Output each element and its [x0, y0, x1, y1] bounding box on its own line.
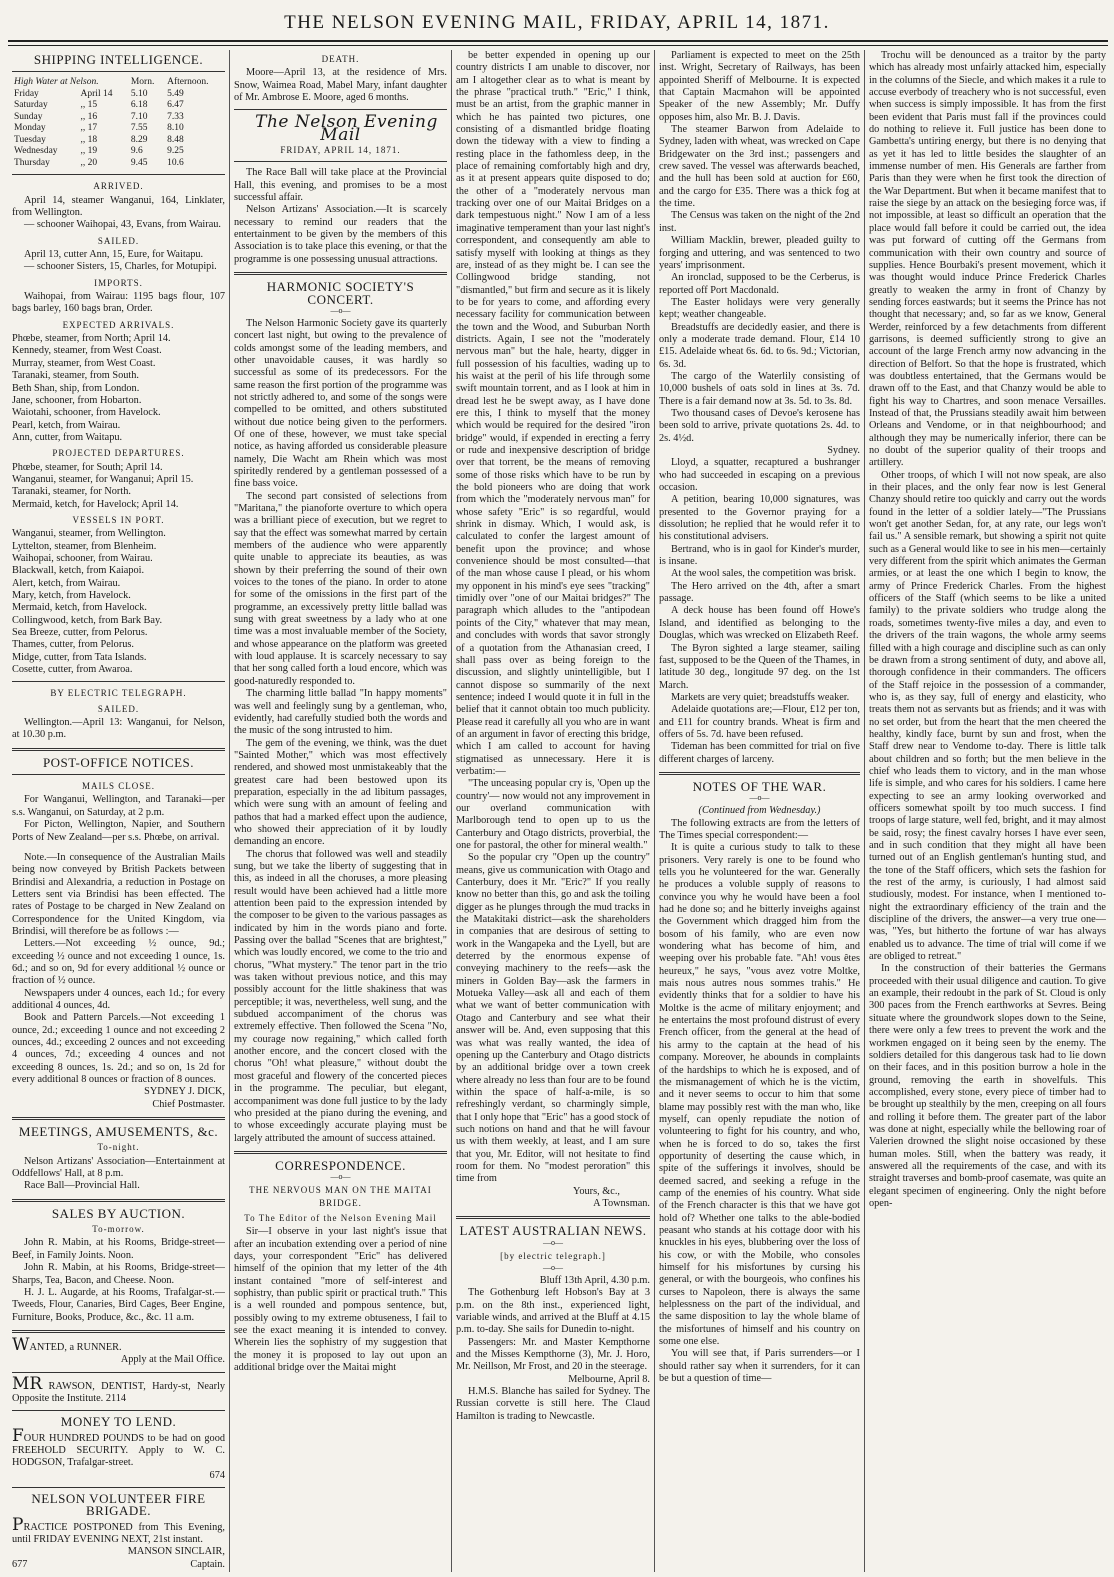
news-paragraph: William Macklin, brewer, pleaded guilty to forging and uttering, and was sentenced to two years' imprisonment. [659, 235, 860, 271]
news-paragraph: Markets are very quiet; breadstuffs weaker. [671, 691, 850, 703]
tomorrow-label: To-morrow. [92, 1224, 145, 1235]
news-paragraph: The Census was taken on the night of the 2nd inst. [659, 210, 860, 234]
rule [12, 681, 225, 682]
tide-rows [12, 89, 225, 170]
war-subheading: (Continued from Wednesday.) [698, 805, 821, 817]
ad-dentist-initial: MR [12, 1373, 43, 1394]
expected-arrival: Waiotahi, schooner, from Havelock. [12, 407, 161, 419]
letter-paragraph: "The unceasing popular cry is, 'Open up the country'— now would not any improvement in our overland communication with Marlborough tend to open up to us the Canterbury and Otago districts, proverbial, the one for pastoral, the other for mineral wealth." [456, 778, 650, 851]
tide-cell: 9.45 [130, 157, 148, 168]
postmaster-name: SYDNEY J. DICK, [144, 1086, 225, 1098]
concert-paragraph: The second part consisted of selections from "Maritana," the pianoforte overture to which opera was a brilliant piece of execution, but we regret to say that the effect was somewhat marred by certain members of the audience who were apparently quite unable to appreciate its beauties, as was shown by their preferring the sound of their own voices to the tones of the piano. In order to atone for some of the omissions in the first part of the programme, an excessively pretty little ballad was sung with great sweetness by a lady who at one time was a most invaluable member of the Society, and whose appearance on the platform was greeted with loud applause. It is scarcely necessary to say that her song called forth a loud encore, which was good-naturedly responded to. [234, 490, 447, 687]
death-heading: DEATH. [321, 54, 360, 64]
concert-paragraph: The Nelson Harmonic Society gave its quarterly concert last night, but owing to the prevalence of colds amongst some of the leading members, and other unavoidable causes, it was hardly so successful as some of its predecessors. For the same reason the first portion of the programme was not strictly adhered to, and some of the songs were compelled to be omitted, and others substituted without due notice being given to the performers. Of one of these, however, we must take special notice, as having afforded us considerable pleasure namely, Die Wacht am Rhein which was most spiritedly rendered by a gentleman possessed of a fine bass voice. [234, 317, 447, 490]
projected-departure: Phœbe, steamer, for South; April 14. [12, 461, 163, 473]
vessel-in-port: Sea Breeze, cutter, from Pelorus. [12, 627, 148, 639]
ad-runner-initial: W [12, 1334, 30, 1355]
expected-arrival: Phœbe, steamer, from North; April 14. [12, 333, 171, 345]
expected-arrival: Murray, steamer, from West Coast. [12, 357, 156, 369]
vessel-in-port: Lyttelton, steamer, from Blenheim. [12, 540, 157, 552]
tide-row [12, 100, 225, 112]
rule [12, 71, 225, 72]
rule [234, 109, 447, 110]
column-2 [234, 50, 447, 1572]
ad-money-number: 674 [209, 1469, 225, 1481]
news-paragraph: Parliament is expected to meet on the 25th inst. Wright, Secretary of Railways, has been appointed Sheriff of Melbourne. It is expected that Captain Macmahon will be appointed Speaker of the new Assembly; Mr. Duffy opposes him, also Mr. B. J. Davis. [659, 50, 860, 123]
correspondence-to-editor: To The Editor of the Nelson Evening Mail [244, 1212, 437, 1223]
column-divider [451, 50, 452, 1572]
mails-item: For Wanganui, Wellington, and Taranaki—per s.s. Wanganui, on Saturday, at 2 p.m. [12, 794, 225, 818]
ad-money-heading: MONEY TO LEND. [60, 1414, 177, 1430]
tide-header-label: High Water at Nelson. [14, 77, 99, 88]
news-paragraph: An ironclad, supposed to be the Cerberus, is reported off Port Macdonald. [659, 272, 860, 296]
tide-header-aft: Afternoon. [167, 77, 209, 88]
news-paragraph: The Easter holidays were very generally kept; weather changeable. [659, 296, 860, 321]
news-paragraph: The Gothenburg left Hobson's Bay at 3 p.m. on the 8th inst., experienced light, variable winds, and arrived at the Bluff at 4.15 p.m. to-day. She sails for Dunedin to-night. [456, 1287, 650, 1336]
post-office-heading: POST-OFFICE NOTICES. [42, 754, 195, 770]
war-article-continued [869, 50, 1106, 1210]
rule [12, 174, 225, 175]
masthead: THE NELSON EVENING MAIL, FRIDAY, APRIL 14, 1871. [284, 12, 830, 33]
correspondence-heading: CORRESPONDENCE. [275, 1157, 406, 1173]
projected-departure: Taranaki, steamer, for North. [12, 486, 131, 498]
race-ball-paragraph: The Race Ball will take place at the Provincial Hall, this evening, and promises to be a most successful affair. [234, 167, 447, 204]
death-notice: Moore—April 13, at the residence of Mrs. Snow, Waimea Road, Mabel Mary, infant daughter of Mr. Ambrose E. Moore, aged 6 months. [234, 67, 447, 104]
rule [12, 1487, 225, 1488]
expected-arrival: Kennedy, steamer, from West Coast. [12, 345, 162, 357]
ad-fire-signature: MANSON SINCLAIR, [127, 1546, 225, 1558]
tide-cell: April 14 [80, 88, 113, 99]
war-paragraph: Trochu will be denounced as a traitor by the party which has already most unfairly attacked him, especially in the columns of the Siecle, and which makes it a rule to accuse everbody of treachery who is not successful, even when success is simply impossible. It has from the first been evident that Paris must fall if the provinces could do nothing to relieve it. Full justice has been done to Gambetta's untiring energy, but there is no denying that as yet it has led to little besides the slaughter of an immense number of men. His Generals are farther from Paris than they were when he first took the direction of the War Department. But when it became manifest that to raise the siege by an attack on the besieging force was, if not impossible, at least so difficult an operation that the place would fall before it could be carried out, the idea was put forward of cutting off the Germans from communication with their own country and source of supplies. Hence Bourbaki's present movement, which it was thought would induce Prince Frederick Charles greatly to weaken the army in front of Chanzy by sending forces eastwards; but it seems the Prince has not thought that necessary; and, so far as we know, General Werder, reinforced by a few detachments from different garrisons, is deemed sufficiently strong to give an account of the large French army now advancing in the direction of Belfort. So that the hope is frustrated, which was doubtless entertained, that the Germans would be drawn off to the East, and that Chanzy would be able to fight his way to Chartres, and soon menace Versailles. Instead of that, the Prussians steadily await him between Orleans and Vendome, or in that neighbourhood; and although they may be numerically inferior, there can be no doubt of the superior quality of their troops and artillery. [869, 50, 1106, 469]
sailed-item: April 13, cutter Ann, 15, Eure, for Waitapu. [24, 249, 204, 261]
ad-money-initial: F [12, 1425, 24, 1446]
separator: —o— [330, 1172, 351, 1182]
meeting-item: Race Ball—Provincial Hall. [24, 1180, 140, 1192]
news-paragraph: Breadstuffs are decidedly easier, and there is only a moderate trade demand. Flour, £14 10 £15. Adelaide wheat 6s. 6d. to 6s. 9d.; Victorian, 6s. 3d. [659, 321, 860, 370]
rule [12, 1199, 225, 1202]
arrived-item: April 14, steamer Wanganui, 164, Linklater, from Wellington. [12, 194, 225, 219]
vessel-in-port: Wanganui, steamer, from Wellington. [12, 528, 166, 540]
vessels-heading: VESSELS IN PORT. [72, 514, 165, 525]
column-divider [864, 50, 865, 1572]
tide-cell: 6.18 [130, 100, 148, 111]
column-divider [229, 50, 230, 1572]
ad-money [12, 1425, 225, 1470]
melbourne-news-continued [659, 50, 860, 445]
news-paragraph: Two thousand cases of Devoe's kerosene has been sold to arrive, private quotations 2s. 4d. to 2s. 4½d. [659, 407, 860, 444]
tide-cell: ,, 18 [80, 134, 98, 145]
postage-letters: Letters.—Not exceeding ½ ounce, 9d.; exceeding ½ ounce and not exceeding 1 ounce, 1s. 6d.; and so on, 9d for every additional ½ ounce or fraction of ½ ounce. [12, 938, 225, 987]
expected-arrival: Pearl, ketch, from Wairau. [12, 419, 121, 431]
postage-note: Note.—In consequence of the Australian Mails being now conveyed by British Packets between Brindisi and Alexandria, a reduction in Postage on Letters sent via Brindisi has been effected. The rates of Postage to be charged in New Zealand on Correspondence for the United Kingdom, via Brindisi, will therefore be as follows :— [12, 851, 225, 937]
tide-row [12, 146, 225, 158]
ad-fire-footer [12, 1559, 225, 1571]
tide-table [12, 77, 225, 169]
telegraph-sailed-heading: SAILED. [97, 703, 140, 714]
separator: —o— [543, 1263, 563, 1272]
letter-paragraph: So the popular cry "Open up the country" means, give us communication with Otago and Canterbury, does it Mr. "Eric?" If you really know no better than this, go and ask the toiling digger as he plunges through the mud tracks in the Matakitaki district—ask the shareholders in companies that are desirous of setting to work in the Wangapeka and the Lyell, but are deterred by the enormous expense of conveying machinery to the reefs—ask the miners in Golden Bay—ask the farmers in Motueka Valley—ask all and each of them what we want of better communication with Otago and Canterbury and see what their answer will be. And, even supposing that this was what was really wanted, the idea of opening up the Canterbury and Otago districts by an additional bridge over a town creek where already no less than four are to be found within the space of half-a-mile, is so refreshingly verdant, so charmingly simple, that I only hope that "Eric" has a good stock of such notions on hand and that he will favour us with them weekly, at least, and I am sure that you, Mr. Editor, will not hesitate to find room for them. No "modest peroration" this time from [456, 852, 650, 1185]
meeting-item: Nelson Artizans' Association—Entertainment at Oddfellows' Hall, at 8 p.m. [12, 1155, 225, 1180]
tide-cell: Tuesday [14, 134, 46, 145]
news-paragraph: Bertrand, who is in gaol for Kinder's murder, is insane. [659, 543, 860, 568]
rule [12, 1372, 225, 1373]
correspondence-letter [234, 1226, 447, 1374]
arrived-heading: ARRIVED. [93, 181, 144, 192]
news-paragraph: Tideman has been committed for trial on five different charges of larceny. [659, 741, 860, 765]
vessel-in-port: Mary, ketch, from Havelock. [12, 590, 131, 601]
concert-paragraph: The gem of the evening, we think, was the duet "Sainted Mother," which was most effectively rendered, and showed most unmistakeably that the greatest care had been bestowed upon its preparation, especially in the ad libitum passages, which were sung with an amount of feeling and pathos that had a marked effect upon the audience, who showed their appreciation of it by loudly demanding an encore. [234, 737, 447, 848]
tide-cell: ,, 15 [80, 100, 98, 111]
tide-cell: 8.10 [167, 123, 184, 134]
concert-paragraph: The chorus that followed was well and steadily sung, but we take the liberty of suggesting that in this, as indeed in all the choruses, a more pleasing result would have been achieved had a little more attention been paid to the expression intended by the composer to be given to the various passages as indicated by him in the words piano and forte. Passing over the ballad "Scenes that are brightest," which was loudly encored, we come to the trio and chorus, "What mystery." The tenor part in the trio was taken without previous notice, and this may possibly account for the little shakiness that was perceptible; it was, nevertheless, well sung, and the subdued accompaniment of the chorus was extremely effective. Then followed the Scena "No, my courage now regaining," which called forth another encore, and the concert closed with the chorus "Oh! what pleasure," without doubt the most graceful and flowery of the concerted pieces in the programme. The peculiar, but elegant, accompaniment was done full justice to by the lady who presided at the piano during the evening, and to whose exceedingly accurate playing must be largely attributed the amount of success attained. [234, 848, 447, 1144]
tide-cell: ,, 20 [80, 157, 98, 168]
masthead-rule [8, 40, 1108, 46]
projected-list [12, 462, 225, 511]
tide-cell: 5.10 [130, 88, 148, 99]
tide-cell: Sunday [14, 111, 43, 122]
news-paragraph: Passengers: Mr. and Master Kempthorne and the Misses Kempthorne (3), Mr. J. Horo, Mr. Neillson, Mr Frost, and 20 in the steerage. [456, 1336, 650, 1373]
tide-cell: 7.33 [167, 111, 184, 122]
column-1 [12, 50, 225, 1572]
war-paragraph: In the construction of their batteries the Germans proceeded with their usual diligence and caution. To give an example, their redoubt in the park of St. Cloud is only 300 paces from the French earthworks at Sevres. Being situate where the groundwork slopes down to the Seine, there were only a few trees to prevent the work and the workmen engaged on it being seen by the enemy. The soldiers detailed for this dangerous task had to lie down on their faces, and in this position burrow a hole in the ground, removing the earth in shovelfuls. This accomplished, every stone, every piece of timber had to be brought up stealthily by the men, creeping on all fours and rolling it before them. The greater part of the labor was done at night, especially while the bellowing roar of Valerien drowned the slight noise occasioned by these human moles. Still, when the battery was ready, it answered all the requirements of the case, and with its straight traverses and bomb-proof casemate, was quite an elegant specimen of engineering. Only the night before open- [869, 963, 1106, 1209]
ad-runner-apply: Apply at the Mail Office. [120, 1354, 225, 1366]
tide-cell: Wednesday [14, 146, 58, 157]
concert-article [234, 318, 447, 1145]
ad-dentist-number: 2114 [105, 1392, 127, 1404]
ad-runner [12, 1334, 225, 1355]
expected-heading: EXPECTED ARRIVALS. [62, 319, 175, 330]
expected-arrival: Jane, schooner, from Hobarton. [12, 394, 142, 406]
vessel-in-port: Cosette, cutter, from Awaroa. [12, 664, 133, 676]
vessel-in-port: Midge, cutter, from Tata Islands. [12, 651, 147, 663]
vessel-in-port: Thames, cutter, from Pelorus. [12, 639, 134, 651]
rule [234, 161, 447, 162]
ad-fire-heading: NELSON VOLUNTEER FIRE BRIGADE. [31, 1490, 206, 1519]
expected-list [12, 333, 225, 444]
rule [12, 1330, 225, 1333]
tide-cell: Saturday [14, 100, 48, 111]
projected-heading: PROJECTED DEPARTURES. [52, 448, 185, 459]
australian-news-heading: LATEST AUSTRALIAN NEWS. [459, 1223, 647, 1239]
postmaster-title: Chief Postmaster. [152, 1098, 225, 1110]
war-paragraph: You will see that, if Paris surrenders—or I should rather say when it surrenders, for it can be but a question of time— [659, 1348, 860, 1385]
projected-departure: Mermaid, ketch, for Havelock; April 14. [12, 498, 179, 510]
news-paragraph: A petition, bearing 10,000 signatures, was presented to the Governor praying for a dissolution; he replied that he would refer it to his constitutional advisers. [659, 494, 860, 543]
tonight-label: To-night. [97, 1142, 140, 1153]
news-paragraph: The steamer Barwon from Adelaide to Sydney, laden with wheat, was wrecked on Cape Bridgewater on the 3rd inst.; passengers and crew saved. The vessel was afterwards beached, and the hull has been sold at auction for £60, and the cargo for £35. There was a thick fog at the time. [659, 124, 860, 210]
tide-cell: ,, 19 [80, 146, 98, 157]
separator: —o— [543, 1237, 563, 1247]
ad-dentist [12, 1373, 225, 1406]
separator: —o— [330, 305, 351, 315]
rule [659, 772, 860, 775]
tide-header-row [12, 77, 225, 89]
war-heading: NOTES OF THE WAR. [692, 778, 827, 794]
rule [12, 1410, 225, 1411]
rule [234, 1151, 447, 1154]
tide-cell: Thursday [14, 157, 50, 168]
letter-paragraph: be better expended in opening up our country districts I am unable to discover, nor am I altogether clear as to what is meant by the phrase "practical truth." "Eric," I think, must be an artist, from the graphic manner in which he has painted two pictures, one consisting of a dismantled bridge floating down the tideway with a view to finding a resting place in the fathomless deep, in the place of remaining comfortably high and dry, as it at present appears quite disposed to do; the other of a "moderately nervous man tracking over one of our Maitai Bridges on a dark tempestuous night." Now I am of a less imaginative temperament than your last night's correspondent, and consequently am able to satisfy myself with looking at things as they are, instead of as they might be. I can see the Collingwood bridge standing, not "dismantled," but firm and secure as it is likely to be for years to come, and affording every necessary facility for communication between the town and the Wood, and Suburban North districts. Again, I see not the "moderately nervous man" but the hale, hearty, digger in full possession of his faculties, wading up to his waist at the peril of his life through some swift mountain torrent, and as I look at him in dread lest he be swept away, as I have done ere this, I think to myself that the money which would be required for the desired "iron bridge" would, if expended in erecting a ferry or rude and inexpensive description of bridge over that torrent, be the means of removing some of those risks which have to be run by the bold pioneers who are doing that work from which the "moderately nervous man" for whose safety "Eric" is so regardful, would shrink in dismay. Which, I would ask, is calculated to confer the largest amount of benefit upon the province; and whose convenience should be most consulted—that of the man whose cause I plead, or his whom my opponent in his mind's eye sees "tracking" timidly over "one of our Maitai bridges?" The paragraph which alludes to the "antipodean points of the City," whatever that may mean, and concludes with words that savor strongly of a quotation from the Athanasian creed, I shall pass over as being foreign to the discussion, and slightly unintelligible, but I cannot dispose so summarily of the next sentence; indeed I would quote it in full in the belief that it cannot obtain too much publicity. Please read it carefully all you who are in want of an argument in favor of erecting this bridge, which I am called to account for having stigmatised as unnecessary. Here it is verbatim:— [456, 50, 650, 777]
column-4 [659, 50, 860, 1572]
tide-cell: ,, 16 [80, 111, 98, 122]
tide-row [12, 112, 225, 124]
tide-cell: 8.29 [130, 134, 148, 145]
rule [456, 1216, 650, 1219]
sale-item: H. J. L. Augarde, at his Rooms, Trafalgar-st.—Tweeds, Flour, Canaries, Bird Cages, Beer Engine, Furniture, Books, Produce, &c., &c. 11 a.m. [12, 1286, 225, 1323]
ad-money-text: OUR HUNDRED POUNDS to be had on good FREEHOLD SECURITY. Apply to W. C. HODGSON, Trafalgar-street. [12, 1432, 225, 1469]
tide-cell: 6.47 [167, 100, 184, 111]
ad-fire-text: RACTICE POSTPONED from This Evening, until FRIDAY EVENING NEXT, 21st instant. [12, 1521, 225, 1545]
mails-item: For Picton, Wellington, Napier, and Southern Ports of New Zealand—per s.s. Phœbe, on arrival. [12, 819, 225, 843]
tide-cell: 8.48 [167, 134, 184, 145]
paper-banner: The Nelson Evening Mail [255, 112, 438, 145]
imports-text: Waihopai, from Wairau: 1195 bags flour, 107 bags barley, 160 bags bran, Order. [12, 291, 225, 315]
postage-newspapers: Newspapers under 4 ounces, each 1d.; for every additional 4 ounces, 4d. [12, 987, 225, 1011]
sales-heading: SALES BY AUCTION. [51, 1205, 186, 1221]
tide-cell: 9.25 [167, 146, 184, 157]
concert-paragraph: The charming little ballad "In happy moments" was well and feelingly sung by a gentleman, who, evidently, had carefully studied both the words and the music of the song intrusted to him. [234, 688, 447, 737]
mails-heading: MAILS CLOSE. [81, 781, 155, 792]
expected-arrival: Beth Shan, ship, from London. [12, 382, 140, 394]
tide-cell: 7.55 [130, 123, 148, 134]
tide-cell: 7.10 [130, 111, 148, 122]
news-paragraph: The Byron sighted a large steamer, sailing fast, supposed to be the Queen of the Thames, in latitude 30 deg., longitude 97 deg. on the 1st March. [659, 642, 860, 691]
rule [12, 748, 225, 751]
dateline-melbourne: Melbourne, April 8. [568, 1373, 650, 1385]
tide-row [12, 158, 225, 170]
ad-fire-title: Captain. [190, 1558, 225, 1570]
dateline-sydney: Sydney. [827, 445, 860, 456]
telegraph-text: Wellington.—April 13: Wanganui, for Nelson, at 10.30 p.m. [12, 717, 225, 741]
letter-closing: Yours, &c., [572, 1185, 620, 1197]
expected-arrival: Taranaki, steamer, from South. [12, 370, 139, 382]
vessel-in-port: Waihopai, schooner, from Wairau. [12, 552, 153, 564]
tide-row [12, 123, 225, 135]
artizans-paragraph: Nelson Artizans' Association.—It is scarcely necessary to remind our readers that the entertainment to be given by the members of this Association is to take place this evening, or that the programme is one possessing unusual attractions. [234, 204, 447, 265]
dateline-bluff: Bluff 13th April, 4.30 p.m. [539, 1275, 650, 1286]
vessel-in-port: Mermaid, ketch, from Havelock. [12, 602, 147, 614]
war-paragraph: The following extracts are from the letters of The Times special correspondent:— [659, 817, 860, 841]
tide-cell: 10.6 [167, 157, 184, 168]
paper-date: FRIDAY, APRIL 14, 1871. [280, 145, 401, 156]
ad-fire-number: 677 [12, 1558, 28, 1570]
tide-cell: Friday [14, 88, 39, 99]
tide-cell: 5.49 [167, 88, 184, 99]
sailed-item: — schooner Sisters, 15, Charles, for Motupipi. [24, 261, 217, 273]
letter-signature: A Townsman. [593, 1197, 650, 1209]
news-paragraph: Adelaide quotations are;—Flour, £12 per ton, and £11 for country brands. Wheat is firm and offers of 5s. 7d. have been refused. [659, 704, 860, 740]
projected-departure: Wanganui, steamer, for Wanganui; April 15. [12, 473, 194, 485]
news-paragraph: The cargo of the Waterlily consisting of 10,000 bushels of oats sold in lines at 3s. 7d. There is a fair demand now at 3s. 5d. to 3s. 8d. [659, 370, 860, 407]
vessel-in-port: Blackwall, ketch, from Kaiapoi. [12, 565, 145, 577]
column-divider [654, 50, 655, 1572]
sydney-news [659, 457, 860, 766]
rule [12, 1117, 225, 1120]
vessel-in-port: Collingwood, ketch, from Bark Bay. [12, 614, 163, 626]
melbourne-news: H.M.S. Blanche has sailed for Sydney. The Russian corvette is still here. The Claud Hamilton is trading to Newcastle. [456, 1386, 650, 1422]
ad-fire [12, 1514, 225, 1547]
tide-row [12, 89, 225, 101]
australian-news [456, 1287, 650, 1373]
australian-news-subheading: [by electric telegraph.] [500, 1250, 606, 1261]
column-5 [869, 50, 1106, 1572]
concert-heading: HARMONIC SOCIETY'S CONCERT. [266, 279, 415, 307]
postage-book: Book and Pattern Parcels.—Not exceeding 1 ounce, 2d.; exceeding 1 ounce and not exceeding 2 ounces, 4d.; exceeding 2 ounces and not exceeding 4 ounces, 7d.; exceeding 4 ounces and not exceeding 8 ounces, 1s. 2d.; and so on, 1s 2d for every additional 8 ounces or fraction of 8 ounces. [12, 1012, 225, 1086]
news-paragraph: Lloyd, a squatter, recaptured a bushranger who had succeeded in escaping on a previous occasion. [659, 457, 860, 494]
shipping-heading: SHIPPING INTELLIGENCE. [33, 52, 204, 67]
arrived-item: — schooner Waihopai, 43, Evans, from Wairau. [24, 219, 221, 231]
rule [12, 774, 225, 775]
separator: —o— [749, 793, 770, 803]
sale-item: John R. Mabin, at his Rooms, Bridge-street—Beef, in Family Joints. Noon. [12, 1237, 225, 1261]
correspondence-continued [456, 50, 650, 1186]
war-article [659, 818, 860, 1386]
tide-header-morn: Morn. [130, 77, 155, 88]
war-paragraph: Other troops, of which I will not now speak, are also in their places, and the only fear now is lest General Chanzy should retire too quickly and carry out the words found in the letter of a soldier lately—"The Prussians won't get another Sedan, for, at any rate, our legs won't fail us." A sensible remark, but showing a spirit not quite such as a General would like to see in his men—certainly very different from the spirit which animates the German armies, or at least the one which I begin to know, the army of Prince Frederick Charles. From the highest officers of the Staff (which seems to be like a united family) to the private soldiers who trudge along the roads, sometimes twenty-five miles a day, and even to the drivers of the train wagons, the whole army seems filled with a high courage and discipline such as can only be drawn from a strong sentiment of duty, and above all, thorough confidence in their commanders. The officers of the Staff rejoice in the possession of a commander, who is, as they say, full of energy and elasticity, who treats them not as servants but as friends; and it was with no set order, but from the heart that the men cheered the healthy, kindly face, burnt by sun and frost, when the Staff drew near to Vendome to-day. There is little talk about children and so forth; but the men believe in the chief who leads them to victory, and in the man whose life is simple, and who cares for his soldiers. I came here expecting to see an army looking overworked and officers somewhat spoilt by too much success. I find troops of large stature, well fed, bright, and it may almost be said, rosy; the finest cavalry horses I have ever seen, and in such condition that they might all have been turned out of an English gentleman's hunting stud, and the tone of the Staff officers, which sets the fashion for the rest of the army, is curiously, I had almost said studiously, modest. For instance, when I mentioned to-night the extraordinary efficiency of the train and the discipline of the drivers, the answer—a very true one—was, "Yes, but hitherto the fortune of war has always enabled us to advance. The time of trial will come if we are obliged to retreat." [869, 469, 1106, 963]
news-paragraph: A deck house has been found off Howe's Island, and identified as belonging to the Douglas, which was wrecked on Elizabeth Reef. [659, 605, 860, 642]
news-paragraph: The Hero arrived on the 4th, after a smart passage. [659, 580, 860, 605]
vessels-list [12, 528, 225, 676]
ad-dentist-text: RAWSON, DENTIST, Hardy-st, Nearly Opposite the Institute. [12, 1380, 225, 1404]
sale-item: John R. Mabin, at his Rooms, Bridge-street—Sharps, Tea, Bacon, and Cheese. Noon. [12, 1262, 225, 1286]
correspondence-subheading: THE NERVOUS MAN ON THE MAITAI BRIDGE. [249, 1185, 432, 1208]
tide-cell: 9.6 [130, 146, 143, 157]
news-paragraph: At the wool sales, the competition was brisk. [671, 568, 857, 580]
letter-paragraph: Sir—I observe in your last night's issue that after an incubation extending over a period of nine days, your correspondent "Eric" has delivered himself of the opinion that my letter of the 4th instant contained "more of self-interest and sophistry, than public spirit or practical truth." This is a well rounded and pompous sentence, but, possibly owing to my extreme obtuseness, I fail to see the exact meaning it is intended to convey. Wherein lies the sophistry of my suggestion that the money it is proposed to lay out upon an additional bridge over the Maitai might [234, 1226, 447, 1374]
tide-row [12, 135, 225, 147]
sailed-heading: SAILED. [97, 235, 140, 246]
vessel-in-port: Alert, ketch, from Wairau. [12, 577, 121, 589]
ad-runner-text: ANTED, a RUNNER. [29, 1341, 122, 1353]
telegraph-heading: BY ELECTRIC TELEGRAPH. [50, 688, 187, 699]
expected-arrival: Ann, cutter, from Waitapu. [12, 431, 123, 443]
column-3 [456, 50, 650, 1572]
imports-heading: IMPORTS. [94, 277, 143, 288]
tide-cell: Monday [14, 123, 46, 134]
meetings-heading: MEETINGS, AMUSEMENTS, &c. [18, 1124, 219, 1140]
tide-cell: ,, 17 [80, 123, 98, 134]
war-paragraph: It is quite a curious study to talk to these prisoners. Very rarely is one to be found who tells you he volunteered for the war. Generally he produces a voluble supply of reasons to convince you why he would have been a fool had he done so; and he bitterly inveighs against the Government which dragged him from the bosom of his family, who are even now wondering what has become of him, and weeping over his probable fate. "Ah! vous êtes heureux," he says, "vous avez votre Moltke, mais nous autres nous sommes trahis." He evidently thinks that for a soldier to have his Moltke is the acme of military enjoyment; and he entertains the most profound distrust of every French officer, from the general at the head of his army to the captain at the head of his company. Moreover, he abounds in complaints of the hardships to which he is exposed, and of the mismanagement of which he is the victim, and it never seems to occur to him that some blame may possibly rest with the man who, like myself, can openly repudiate the notion of volunteering to fight for his country, and who, when he is forced to do so, takes the first opportunity of deserting the cause which, in spite of the sufferings it involves, should be deemed sacred, and seeking a refuge in the camp of the enemies of his country. What side of the French character is this that we have got hold of? Whether one talks to the able-bodied peasant who stands at his cottage door with his knuckles in his eyes, blubbering over the loss of his cow, or with the Mobile, who consoles himself for his misfortunes by cursing his general, or with the bourgeois, who confines his curses to Napoleon, there is always the same helplessness on the part of the individual, and the same disposition to lay the whole blame of the misfortunes of himself and his country on some one else. [659, 842, 860, 1348]
rule [234, 272, 447, 275]
ad-fire-initial: P [12, 1514, 24, 1535]
